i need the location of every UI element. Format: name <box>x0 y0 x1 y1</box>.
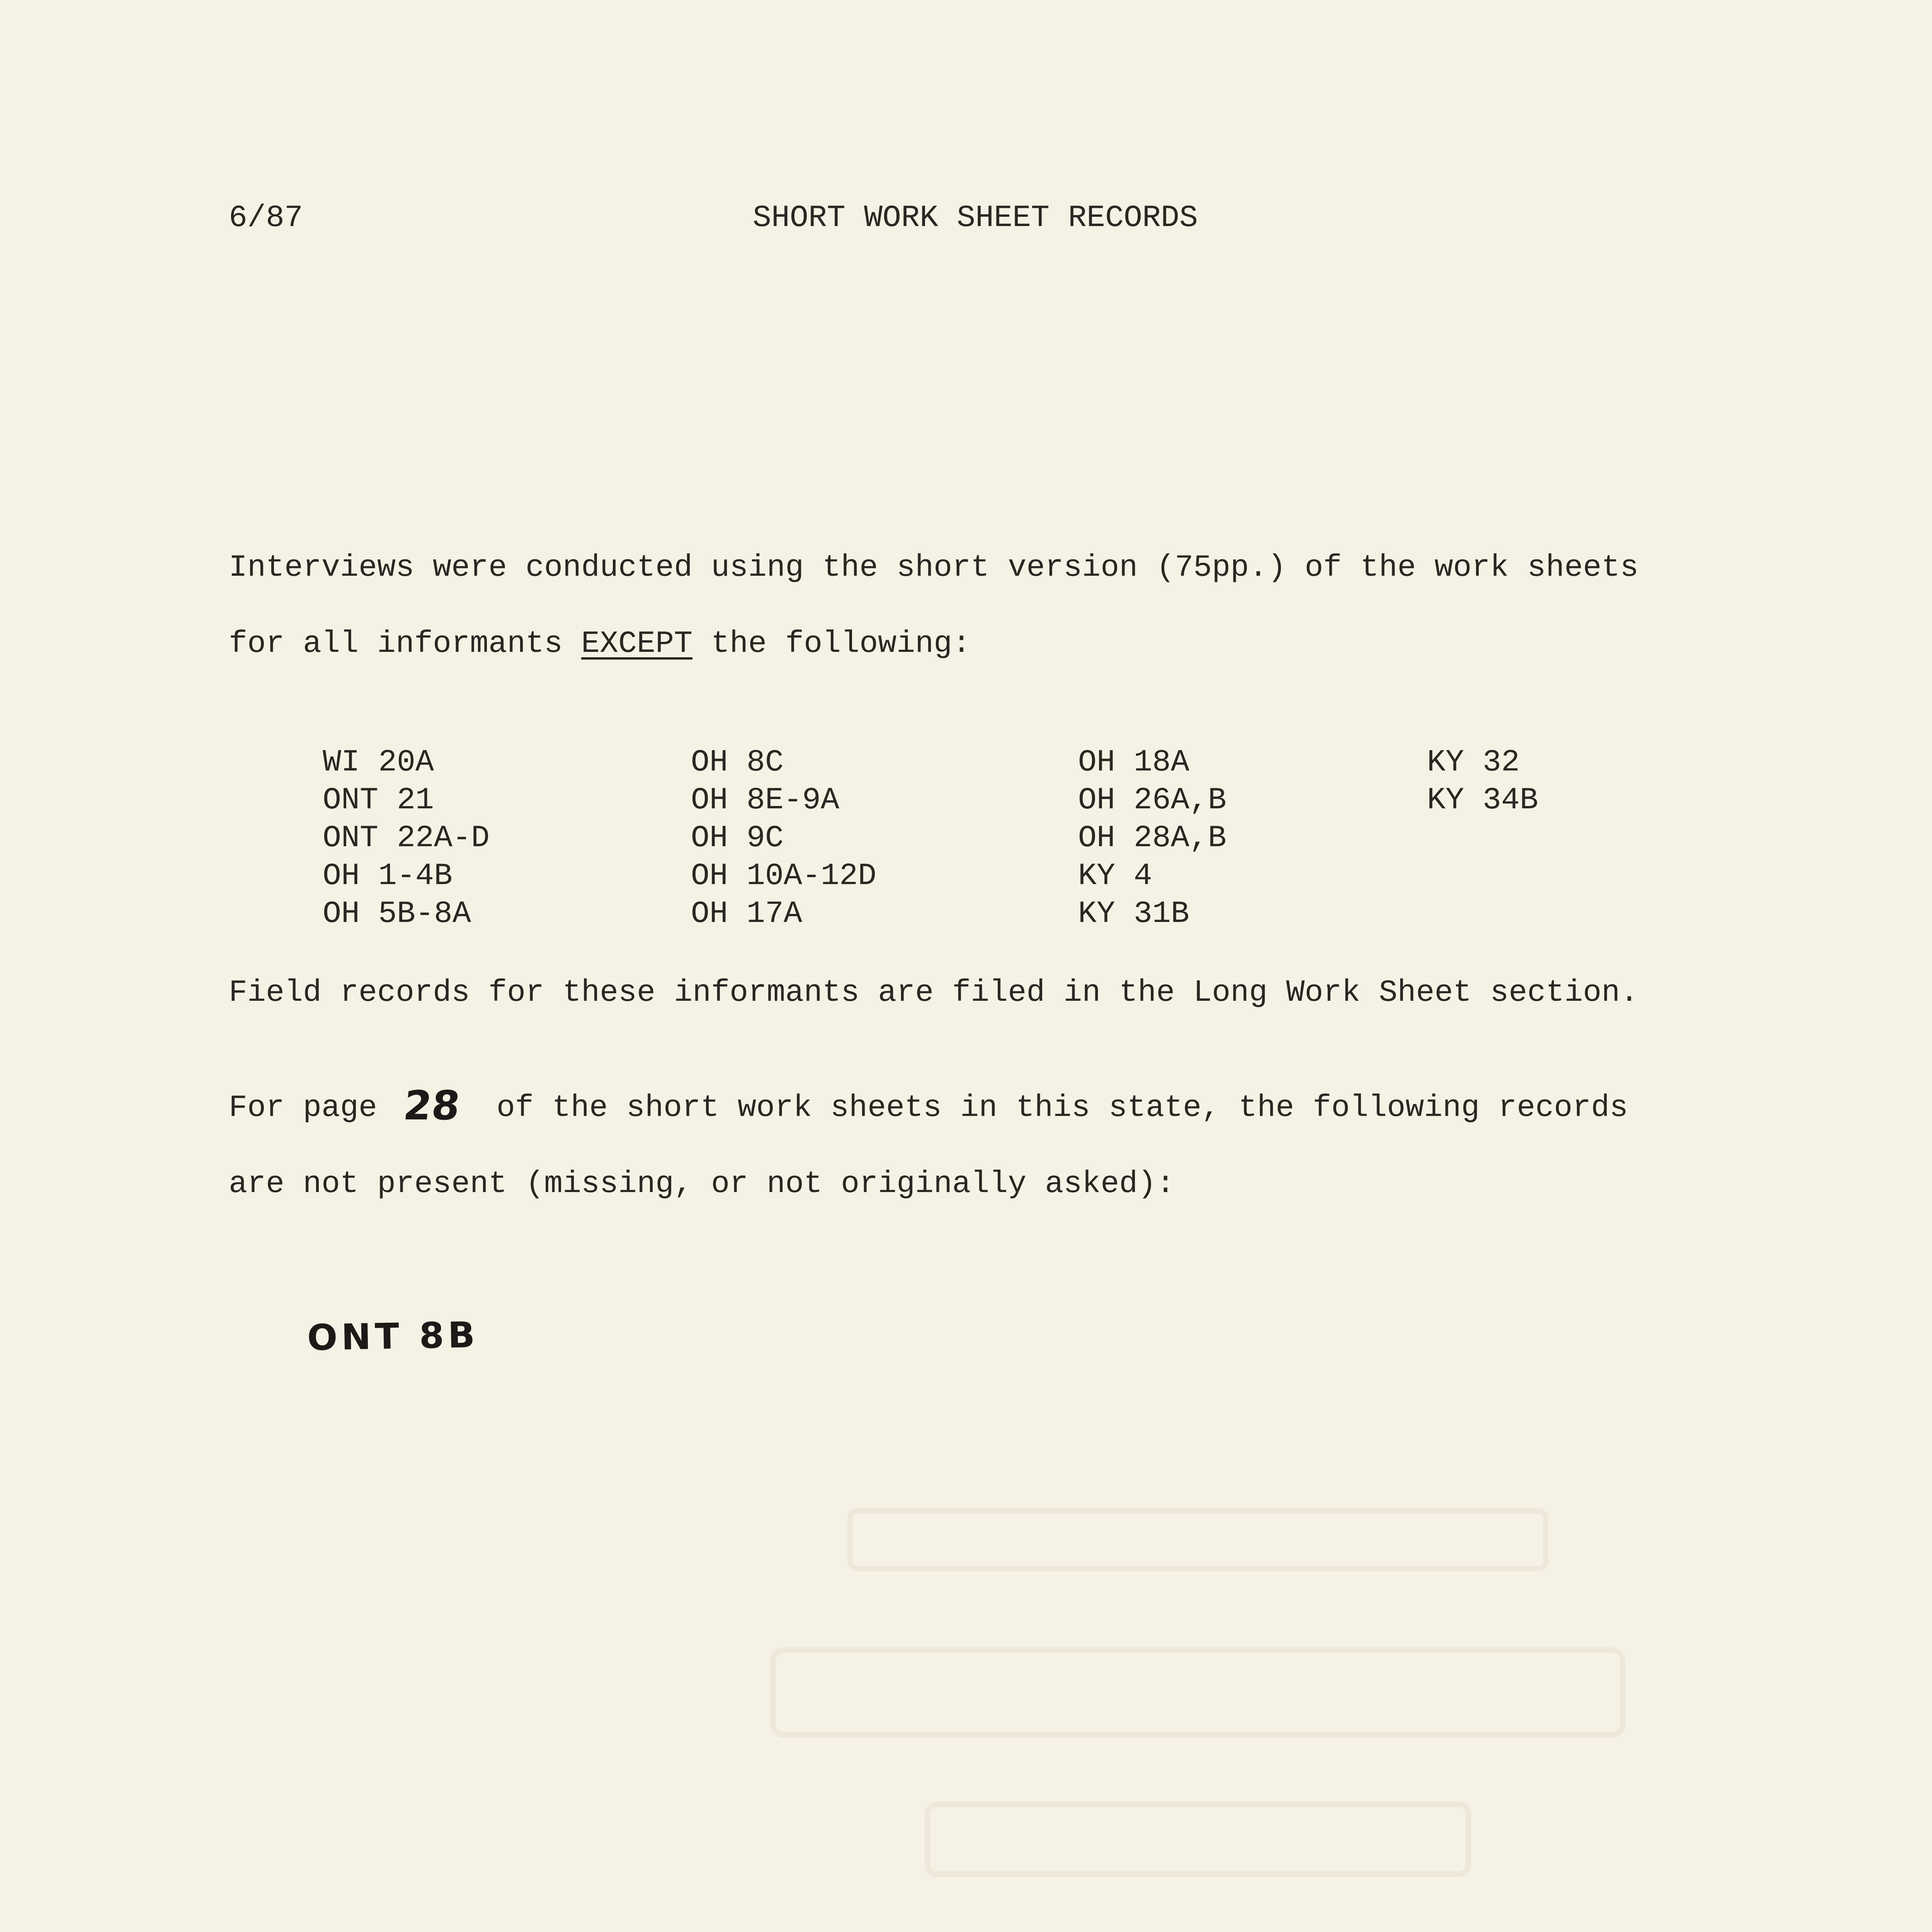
exception-column-3 <box>1078 744 1226 933</box>
intro-line-2-before: for all informants <box>229 626 582 662</box>
exception-column-2 <box>691 744 876 933</box>
exception-item: KY 31B <box>1078 896 1190 932</box>
exception-item: OH 9C <box>691 821 784 856</box>
exception-item: OH 5B-8A <box>323 896 471 932</box>
exception-item: ONT 21 <box>323 783 434 818</box>
exception-item: ONT 22A-D <box>323 821 490 856</box>
exception-item: KY 4 <box>1078 859 1153 894</box>
exception-column-4 <box>1427 744 1538 820</box>
missing-lead: For page <box>229 1090 378 1126</box>
exception-item: OH 1-4B <box>323 859 453 894</box>
header-date: 6/87 <box>229 201 303 236</box>
exception-item: OH 26A,B <box>1078 783 1227 818</box>
intro-line-2-after: the following: <box>692 626 971 662</box>
exception-item: OH 8E-9A <box>691 783 840 818</box>
exception-item: KY 34B <box>1427 783 1539 818</box>
exception-item: KY 32 <box>1427 745 1520 780</box>
exception-item: OH 28A,B <box>1078 821 1227 856</box>
missing-line-2: are not present (missing, or not originally asked): <box>229 1167 1175 1202</box>
exception-item: OH 8C <box>691 745 784 780</box>
handwritten-page-number: 28 <box>401 1082 463 1129</box>
exception-item: OH 10A-12D <box>691 859 877 894</box>
exception-column-1 <box>323 744 490 933</box>
filed-note: Field records for these informants are filed in the Long Work Sheet section. <box>229 975 1639 1010</box>
page-title: SHORT WORK SHEET RECORDS <box>753 201 1198 236</box>
handwritten-missing-entry: ONT 8B <box>307 1314 480 1359</box>
exception-item: WI 20A <box>323 745 434 780</box>
except-emphasis: EXCEPT <box>581 626 693 662</box>
intro-line-2 <box>229 626 971 662</box>
exception-item: OH 17A <box>691 896 803 932</box>
exception-item: OH 18A <box>1078 745 1190 780</box>
missing-line-1-rest: of the short work sheets in this state, the following records <box>497 1090 1628 1126</box>
embossed-seal-mark <box>734 1488 1662 1913</box>
intro-line-1: Interviews were conducted using the short version (75pp.) of the work sheets <box>229 550 1639 585</box>
